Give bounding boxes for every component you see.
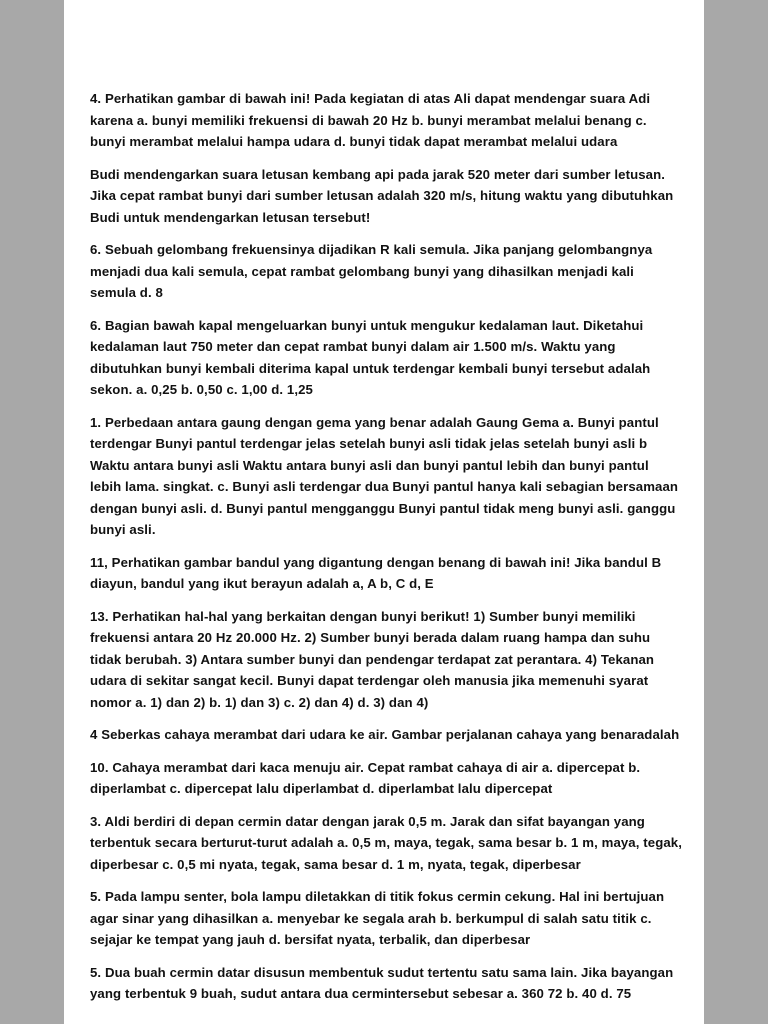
paragraph: 13. Perhatikan hal-hal yang berkaitan dengan bunyi berikut! 1) Sumber bunyi memiliki frekuensi antara 20 Hz 20.000 Hz. 2) Sumber bunyi berada dalam ruang hampa dan suhu tidak berubah. 3) Antara sumber bunyi dan pendengar terdapat zat perantara. 4) Tekanan udara di sekitar sangat kecil. Bunyi dapat terdengar oleh manusia jika memenuhi syarat nomor a. 1) dan 2) b. 1) dan 3) c. 2) dan 4) d. 3) dan 4) bbox=[90, 608, 655, 710]
paragraph: 6. Bagian bawah kapal mengeluarkan bunyi untuk mengukur kedalaman laut. Diketahui kedalaman laut 750 meter dan cepat rambat bunyi dalam air 1.500 m/s. Waktu yang dibutuhkan bunyi kembali diterima kapal untuk terdengar kembali bunyi tersebut adalah sekon. a. 0,25 b. 0,50 c. 1,00 d. 1,25 bbox=[90, 317, 651, 397]
paragraph: 6. Sebuah gelombang frekuensinya dijadikan R kali semula. Jika panjang gelombangnya menjadi dua kali semula, cepat rambat gelombang bunyi yang dihasilkan menjadi kali semula d. 8 bbox=[90, 242, 653, 300]
paragraph: Budi mendengarkan suara letusan kembang api pada jarak 520 meter dari sumber letusan. Jika cepat rambat bunyi dari sumber letusan adalah 320 m/s, hitung waktu yang dibutuhkan Budi untuk mendengarkan letusan tersebut! bbox=[90, 166, 674, 225]
paragraph: 4 Seberkas cahaya merambat dari udara ke air. Gambar perjalanan cahaya yang benaradalah bbox=[90, 727, 680, 742]
paragraph: 5. Dua buah cermin datar disusun membentuk sudut tertentu satu sama lain. Jika bayangan yang terbentuk 9 buah, sudut antara dua cermintersebut sebesar a. 360 72 b. 40 d. 75 bbox=[90, 964, 674, 1001]
paragraph: 5. Pada lampu senter, bola lampu diletakkan di titik fokus cermin cekung. Hal ini bertujuan agar sinar yang dihasilkan a. menyebar ke segala arah b. berkumpul di salah satu titik c. sejajar ke tempat yang jauh d. bersifat nyata, terbalik, dan diperbesar bbox=[90, 889, 665, 947]
paragraph: 10. Cahaya merambat dari kaca menuju air. Cepat rambat cahaya di air a. dipercepat b. diperlambat c. dipercepat lalu diperlambat d. diperlambat lalu dipercepat bbox=[90, 759, 641, 796]
document-page bbox=[64, 0, 704, 1024]
paragraph: 4. Perhatikan gambar di bawah ini! Pada kegiatan di atas Ali dapat mendengar suara Adi karena a. bunyi memiliki frekuensi di bawah 20 Hz b. bunyi merambat melalui benang c. bunyi merambat melalui hampa udara d. bunyi tidak dapat merambat melalui udara bbox=[90, 91, 651, 149]
paragraph: 3. Aldi berdiri di depan cermin datar dengan jarak 0,5 m. Jarak dan sifat bayangan yang terbentuk secara berturut-turut adalah a. 0,5 m, maya, tegak, sama besar b. 1 m, maya, tegak, diperbesar c. 0,5 mi nyata, tegak, sama besar d. 1 m, nyata, tegak, diperbesar bbox=[90, 813, 682, 872]
paragraph: 11, Perhatikan gambar bandul yang digantung dengan benang di bawah ini! Jika bandul B diayun, bandul yang ikut berayun adalah a, A b, C d, E bbox=[90, 554, 662, 591]
paragraph: 1. Perbedaan antara gaung dengan gema yang benar adalah Gaung Gema a. Bunyi pantul terdengar Bunyi pantul terdengar jelas setelah bunyi asli tidak jelas setelah bunyi asli b Waktu antara bunyi asli Waktu antara bunyi asli dan bunyi pantul lebih dan bunyi pantul lebih lama. singkat. c. Bunyi asli terdengar dua Bunyi pantul hanya kali sebagian bersamaan dengan bunyi asli. d. Bunyi pantul mengganggu Bunyi pantul tidak meng bunyi asli. ganggu bunyi asli. bbox=[90, 414, 679, 537]
document-text bbox=[90, 88, 682, 1016]
